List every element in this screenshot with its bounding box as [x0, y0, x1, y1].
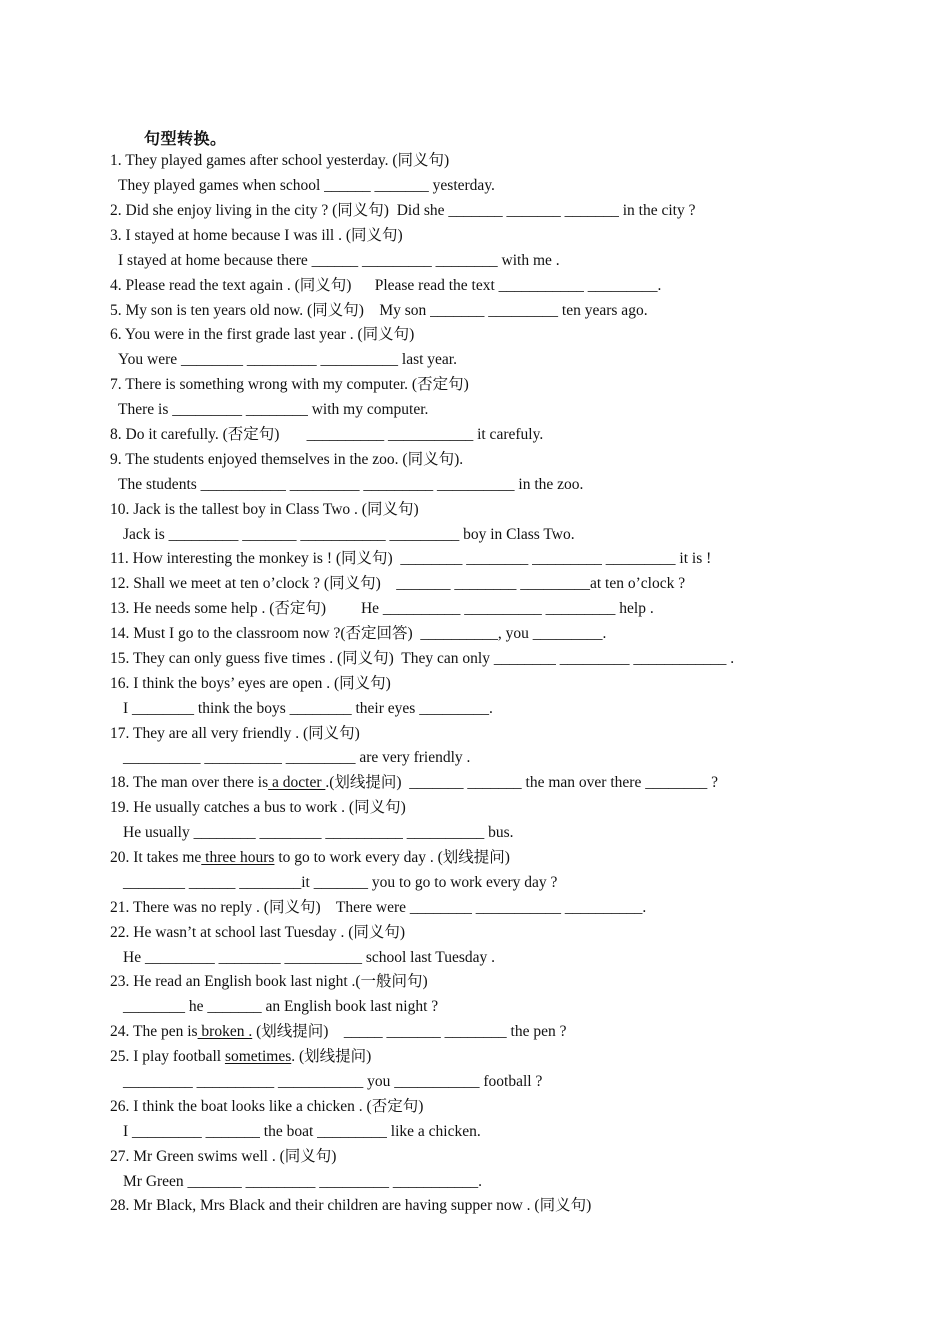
- exercise-line: 25. I play football sometimes. (划线提问): [110, 1048, 372, 1065]
- exercise-line: 10. Jack is the tallest boy in Class Two . (同义句): [110, 501, 419, 518]
- exercise-line: He _________ ________ __________ school last Tuesday .: [123, 949, 495, 966]
- exercise-line: 18. The man over there is a docter .(划线提问) _______ _______ the man over there ________ ?: [110, 774, 718, 791]
- exercise-line: 6. You were in the first grade last year . (同义句): [110, 326, 415, 343]
- exercise-line: 14. Must I go to the classroom now ?(否定回答) __________, you _________.: [110, 625, 607, 642]
- exercise-line: 23. He read an English book last night .(一般问句): [110, 973, 428, 990]
- exercise-line: 12. Shall we meet at ten o’clock ? (同义句) _______ ________ _________at ten o’clock ?: [110, 575, 686, 592]
- exercise-line: I ________ think the boys ________ their eyes _________.: [123, 700, 493, 717]
- exercise-line: 22. He wasn’t at school last Tuesday . (同义句): [110, 924, 406, 941]
- underlined-phrase: three hours: [201, 849, 275, 866]
- exercise-line: 3. I stayed at home because I was ill . (同义句): [110, 227, 403, 244]
- exercise-line: 11. How interesting the monkey is ! (同义句) ________ ________ _________ _________ it is !: [110, 550, 712, 567]
- exercise-line: __________ __________ _________ are very friendly .: [123, 749, 471, 766]
- exercise-title: 句型转换。: [144, 131, 227, 148]
- exercise-line: You were ________ _________ __________ last year.: [118, 351, 457, 368]
- exercise-line: 21. There was no reply . (同义句) There were ________ ___________ __________.: [110, 899, 647, 916]
- exercise-line: 16. I think the boys’ eyes are open . (同义句): [110, 675, 391, 692]
- underlined-phrase: broken .: [197, 1023, 253, 1040]
- exercise-line: 17. They are all very friendly . (同义句): [110, 725, 360, 742]
- exercise-line: 7. There is something wrong with my computer. (否定句): [110, 376, 469, 393]
- exercise-line: He usually ________ ________ __________ __________ bus.: [123, 824, 514, 841]
- underlined-phrase: a docter: [268, 774, 326, 791]
- exercise-line: 15. They can only guess five times . (同义句) They can only ________ _________ ____________ .: [110, 650, 735, 667]
- exercise-line: 19. He usually catches a bus to work . (同义句): [110, 799, 406, 816]
- exercise-line: 20. It takes me three hours to go to work every day . (划线提问): [110, 849, 510, 866]
- exercise-line: 4. Please read the text again . (同义句) Please read the text ___________ _________.: [110, 277, 662, 294]
- exercise-line: ________ ______ ________it _______ you to go to work every day ?: [123, 874, 558, 891]
- exercise-line: 8. Do it carefully. (否定句) __________ ___________ it carefuly.: [110, 426, 544, 443]
- exercise-line: The students ___________ _________ _________ __________ in the zoo.: [118, 476, 584, 493]
- exercise-line: 28. Mr Black, Mrs Black and their children are having supper now . (同义句): [110, 1197, 592, 1214]
- exercise-line: _________ __________ ___________ you ___________ football ?: [123, 1073, 543, 1090]
- exercise-line: 27. Mr Green swims well . (同义句): [110, 1148, 337, 1165]
- exercise-line: Jack is _________ _______ ___________ _________ boy in Class Two.: [123, 526, 575, 543]
- exercise-line: Mr Green _______ _________ _________ ___________.: [123, 1173, 483, 1190]
- exercise-line: 13. He needs some help . (否定句) He __________ __________ _________ help .: [110, 600, 654, 617]
- exercise-line: ________ he _______ an English book last night ?: [123, 998, 439, 1015]
- exercise-line: They played games when school ______ _______ yesterday.: [118, 177, 495, 194]
- exercise-line: I stayed at home because there ______ _________ ________ with me .: [118, 252, 560, 269]
- underlined-phrase: sometimes: [224, 1048, 292, 1065]
- exercise-line: There is _________ ________ with my computer.: [118, 401, 429, 418]
- exercise-line: 9. The students enjoyed themselves in the zoo. (同义句).: [110, 451, 464, 468]
- exercise-line: 26. I think the boat looks like a chicken . (否定句): [110, 1098, 424, 1115]
- exercise-line: 5. My son is ten years old now. (同义句) My son _______ _________ ten years ago.: [110, 302, 648, 319]
- exercise-line: I _________ _______ the boat _________ like a chicken.: [123, 1123, 481, 1140]
- exercise-line: 24. The pen is broken . (划线提问) _____ _______ ________ the pen ?: [110, 1023, 567, 1040]
- exercise-line: 1. They played games after school yesterday. (同义句): [110, 152, 450, 169]
- exercise-line: 2. Did she enjoy living in the city ? (同义句) Did she _______ _______ _______ in the city ?: [110, 202, 696, 219]
